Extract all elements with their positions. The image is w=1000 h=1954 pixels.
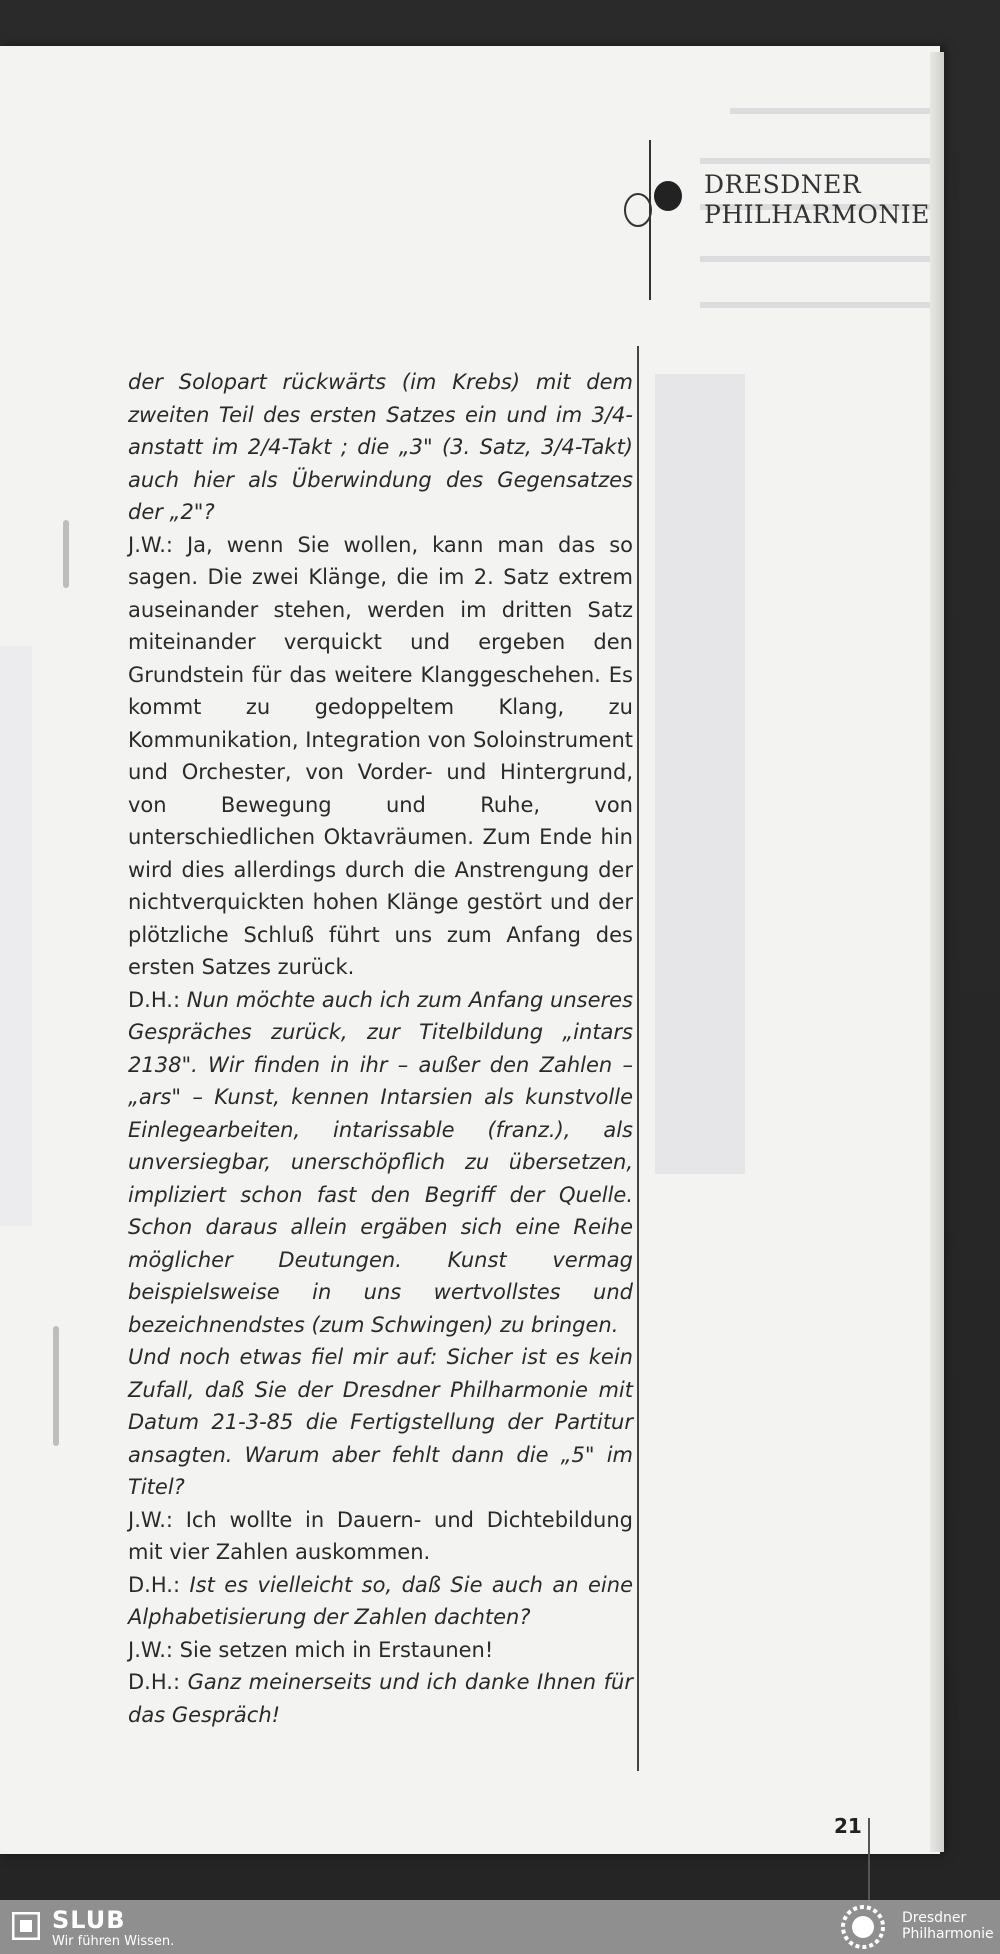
staple-top — [63, 520, 69, 588]
paragraph — [128, 1569, 633, 1634]
text-segment: J.W.: Ich wollte in Dauern- und Dichtebildung mit vier Zahlen auskommen. — [128, 1507, 633, 1564]
logo-wordmark: DRESDNER PHILHARMONIE — [704, 170, 930, 229]
bleed-through-photo-left — [0, 646, 32, 1226]
text-segment: Nun möchte auch ich zum Anfang unseres Gespräches zurück, zur Titelbildung „intars 2138". Wir finden in ihr – außer den Zahlen – „ars" – Kunst, kennen Intarsien als kunstvolle Einlegearbeiten, intarissable (franz.), als unversiegbar, unerschöpflich zu übersetzen, impliziert schon fast den Begriff der Quelle. Schon daraus allein ergäben sich eine Reihe möglicher Deutungen. Kunst vermag beispielsweise in uns wertvollstes und bezeichnendstes (zum Schwingen) zu bringen. — [128, 987, 633, 1337]
paragraph — [128, 366, 633, 529]
text-segment: D.H.: — [128, 987, 187, 1012]
dresdner-philharmonie-logo — [612, 140, 930, 300]
document-page — [0, 46, 940, 1854]
paragraph — [128, 1666, 633, 1731]
text-segment: Ganz meinerseits und ich danke Ihnen für das Gespräch! — [128, 1670, 634, 1727]
bleed-through-rule — [700, 302, 940, 308]
paragraph — [128, 529, 633, 984]
philharmonie-dp-icon — [612, 140, 692, 300]
bleed-through-rule — [730, 108, 940, 114]
page-edge — [930, 52, 944, 1852]
text-segment: J.W.: Ja, wenn Sie wollen, kann man das so sagen. Die zwei Klänge, die im 2. Satz extrem auseinander stehen, werden im dritten Satz miteinander verquickt und ergeben den Grundstein für das weitere Klanggeschehen. Es kommt zu gedoppeltem Klang, zu Kommunikation, Integration von Soloinstrument und Orchester, von Vorder- und Hintergrund, von Bewegung und Ruhe, von unterschiedlichen Oktavräumen. Zum Ende hin wird dies allerdings durch die Anstrengung der nichtverquickten hohen Klänge gestört und der plötzliche Schluß führt uns zum Anfang des ersten Satzes zurück. — [128, 532, 633, 979]
partner-name: Dresdner Philharmonie — [902, 1910, 994, 1942]
repository-footer — [0, 1900, 1000, 1954]
paragraph — [128, 1341, 633, 1504]
slub-tagline: Wir führen Wissen. — [52, 1934, 175, 1949]
page-number: 21 — [834, 1814, 862, 1838]
text-segment: Ist es vielleicht so, daß Sie auch an eine Alphabetisierung der Zahlen dachten? — [128, 1572, 633, 1629]
column-divider — [637, 346, 639, 1771]
philharmonie-sunburst-icon — [840, 1904, 886, 1950]
slub-name: SLUB — [52, 1906, 126, 1934]
text-segment: D.H.: — [128, 1572, 190, 1597]
paragraph — [128, 1504, 633, 1569]
page-number-rule — [868, 1818, 870, 1904]
interview-text — [128, 366, 633, 1731]
text-segment: der Solopart rückwärts (im Krebs) mit dem zweiten Teil des ersten Satzes ein und im 3/4- anstatt im 2/4-Takt ; die „3" (3. Satz, 3/4-Takt) auch hier als Überwindung des Gegensatzes der „2"? — [128, 370, 633, 524]
staple-bottom — [53, 1326, 59, 1446]
text-segment: D.H.: — [128, 1670, 188, 1694]
paragraph — [128, 1634, 633, 1667]
text-segment: Und noch etwas fiel mir auf: Sicher ist es kein Zufall, daß Sie der Dresdner Philharmonie mit Datum 21-3-85 die Fertigstellung der Partitur ansagten. Warum aber fehlt dann die „5" im Titel? — [128, 1345, 633, 1499]
slub-logo-icon — [12, 1912, 40, 1940]
text-segment: J.W.: Sie setzen mich in Erstaunen! — [128, 1637, 494, 1662]
bleed-through-photo — [655, 374, 745, 1174]
paragraph — [128, 984, 633, 1342]
